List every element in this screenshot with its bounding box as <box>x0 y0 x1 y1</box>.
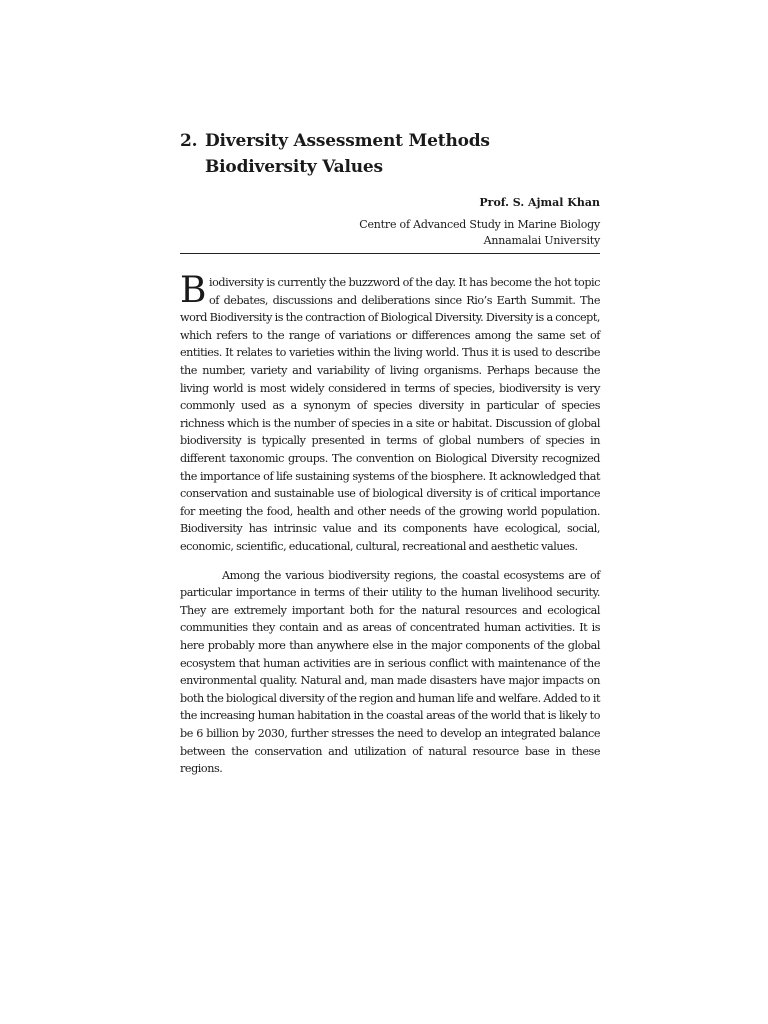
body-paragraph-1 <box>180 270 600 556</box>
header-divider <box>180 253 600 254</box>
chapter-number: 2. <box>180 131 198 151</box>
affiliation-line-1: Centre of Advanced Study in Marine Biology <box>359 218 600 231</box>
drop-cap: B <box>180 270 207 311</box>
chapter-title-line-2: Biodiversity Values <box>205 157 383 177</box>
paragraph-1-text: iodiversity is currently the buzzword of the day. It has become the hot topic of debates, discussions and deliberations since Rio’s Earth Summit. The word Biodiversity is the contraction of Biological Diversity. Diversity is a concept, which refers to the range of variations or differences among the same set of entities. It relates to varieties within the living world. Thus it is used to describe the number, variety and variability of living organisms. Perhaps because the living world is most widely considered in terms of species, biodiversity is very commonly used as a synonym of species diversity in particular of species richness which is the number of species in a site or habitat. Discussion of global biodiversity is typically presented in terms of global numbers of species in different taxonomic groups. The convention on Biological Diversity recognized the importance of life sustaining systems of the biosphere. It acknowledged that conservation and sustainable use of biological diversity is of critical importance for meeting the food, health and other needs of the growing world population. Biodiversity has intrinsic value and its components have ecological, social, economic, scientific, educational, cultural, recreational and aesthetic values. <box>180 276 600 553</box>
body-paragraph-2: Among the various biodiversity regions, the coastal ecosystems are of particular importance in terms of their utility to the human livelihood security. They are extremely important both for the natural resources and ecological communities they contain and as areas of concentrated human activities. It is here probably more than anywhere else in the major components of the global ecosystem that human activities are in serious conflict with maintenance of the environmental quality. Natural and, man made disasters have major impacts on both the biological diversity of the region and human life and welfare. Added to it the increasing human habitation in the coastal areas of the world that is likely to be 6 billion by 2030, further stresses the need to develop an integrated balance between the conservation and utilization of natural resource base in these regions. <box>180 568 600 776</box>
chapter-heading <box>180 128 600 180</box>
author-affiliation <box>180 217 600 249</box>
document-page <box>180 128 600 789</box>
author-name: Prof. S. Ajmal Khan <box>479 196 600 209</box>
chapter-title-line-1: Diversity Assessment Methods <box>205 131 490 151</box>
affiliation-line-2: Annamalai University <box>483 234 600 247</box>
